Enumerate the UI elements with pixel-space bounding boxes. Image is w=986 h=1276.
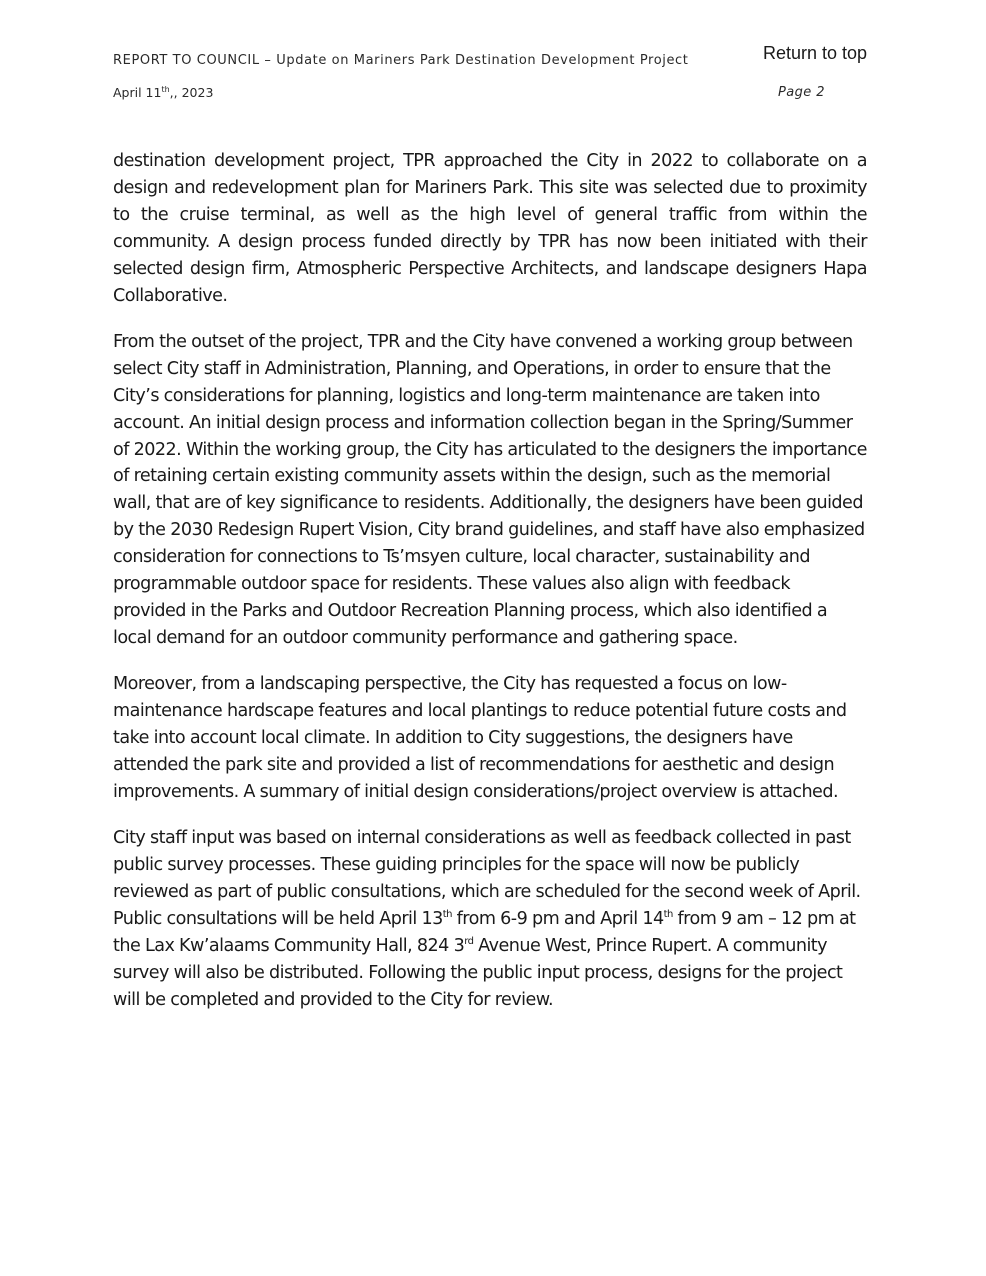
consultation-text-4: Avenue West, Prince Rupert. A community survey will also be distributed. Following the public input process, designs for the project will be completed and provided to the City for review. bbox=[113, 935, 843, 1010]
paragraph-public-consultation bbox=[113, 825, 867, 1013]
report-date-day: April 11 bbox=[113, 85, 162, 100]
return-to-top-link[interactable]: Return to top bbox=[763, 43, 868, 63]
paragraph-landscaping: Moreover, from a landscaping perspective, the City has requested a focus on low-maintenance hardscape features and local plantings to reduce potential future costs and take into account local climate. In addition to City suggestions, the designers have attended the park site and provided a list of recommendations for aesthetic and design improvements. A summary of initial design considerations/project overview is attached. bbox=[113, 674, 847, 802]
page-number: Page 2 bbox=[778, 85, 825, 100]
report-date-year: ,, 2023 bbox=[169, 85, 214, 100]
ordinal-suffix: rd bbox=[464, 936, 474, 948]
consultation-text-2: from 6-9 pm and April 14 bbox=[451, 909, 664, 930]
report-header-title: REPORT TO COUNCIL – Update on Mariners Park Destination Development Project bbox=[113, 53, 689, 68]
paragraph-working-group: From the outset of the project, TPR and the City have convened a working group between select City staff in Administration, Planning, and Operations, in order to ensure that the City’s considerations for planning, logistics and long-term maintenance are taken into account. An initial design process and information collection began in the Spring/Summer of 2022. Within the working group, the City has articulated to the designers the importance of retaining certain existing community assets within the design, such as the memorial wall, that are of key significance to residents. Additionally, the designers have been guided by the 2030 Redesign Rupert Vision, City brand guidelines, and staff have also emphasized consideration for connections to Ts’msyen culture, local character, sustainability and programmable outdoor space for residents. These values also align with feedback provided in the Parks and Outdoor Recreation Planning process, which also identified a local demand for an outdoor community performance and gathering space. bbox=[113, 331, 867, 648]
paragraph-background: destination development project, TPR approached the City in 2022 to collaborate on a design and redevelopment plan for Mariners Park. This site was selected due to proximity to the cruise terminal, as well as the high level of general traffic from within the community. A design process funded directly by TPR has now been initiated with their selected design firm, Atmospheric Perspective Architects, and landscape designers Hapa Collaborative. bbox=[113, 151, 867, 306]
consultation-text-3: from 9 am – 12 pm at the Lax Kw’alaams Community Hall, 824 3 bbox=[113, 909, 856, 956]
report-body bbox=[113, 148, 867, 1033]
consultation-text-1: City staff input was based on internal considerations as well as feedback collected in past public survey processes. These guiding principles for the space will now be publicly reviewed as part of public consultations, which are scheduled for the second week of April. Public consultations will be held April 13 bbox=[113, 828, 861, 930]
ordinal-suffix: th bbox=[442, 909, 452, 921]
report-date bbox=[113, 85, 213, 100]
ordinal-suffix: th bbox=[663, 909, 673, 921]
report-date-ordinal: th bbox=[161, 84, 170, 94]
